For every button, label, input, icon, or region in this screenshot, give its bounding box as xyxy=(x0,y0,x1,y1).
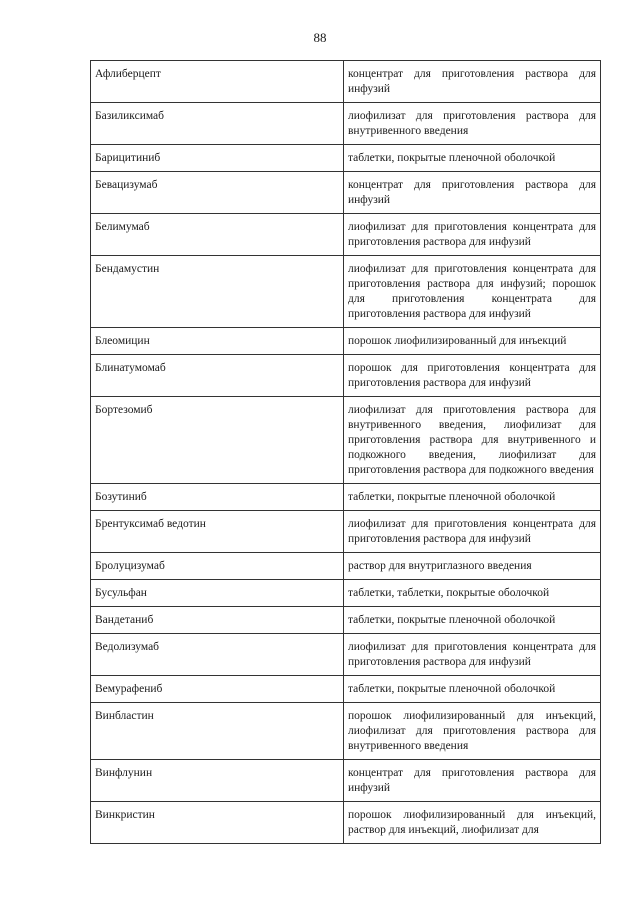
dosage-form-cell: концентрат для приготовления раствора для инфузий xyxy=(344,760,601,802)
table-row xyxy=(91,145,601,172)
dosage-form-cell: таблетки, покрытые пленочной оболочкой xyxy=(344,145,601,172)
drug-name-cell: Бролуцизумаб xyxy=(91,553,344,580)
dosage-form-cell: лиофилизат для приготовления концентрата для приготовления раствора для инфузий xyxy=(344,634,601,676)
dosage-form-cell: порошок лиофилизированный для инъекций, раствор для инъекций, лиофилизат для xyxy=(344,802,601,844)
drug-name-cell: Вемурафениб xyxy=(91,676,344,703)
drug-name-cell: Винкристин xyxy=(91,802,344,844)
drug-name-cell: Брентуксимаб ведотин xyxy=(91,511,344,553)
drug-name-cell: Белимумаб xyxy=(91,214,344,256)
dosage-form-cell: лиофилизат для приготовления раствора для внутривенного введения, лиофилизат для приготовления раствора для внутривенного и подкожного введения, лиофилизат для приготовления раствора для подкожного введения xyxy=(344,397,601,484)
drug-name-cell: Бевацизумаб xyxy=(91,172,344,214)
drug-form-table xyxy=(90,60,601,844)
drug-name-cell: Бозутиниб xyxy=(91,484,344,511)
table-row xyxy=(91,703,601,760)
drug-name-cell: Базиликсимаб xyxy=(91,103,344,145)
dosage-form-cell: концентрат для приготовления раствора для инфузий xyxy=(344,61,601,103)
drug-name-cell: Вандетаниб xyxy=(91,607,344,634)
drug-name-cell: Бортезомиб xyxy=(91,397,344,484)
drug-name-cell: Бендамустин xyxy=(91,256,344,328)
drug-name-cell: Винбластин xyxy=(91,703,344,760)
table-row xyxy=(91,676,601,703)
dosage-form-cell: лиофилизат для приготовления раствора для внутривенного введения xyxy=(344,103,601,145)
table-row xyxy=(91,802,601,844)
dosage-form-cell: концентрат для приготовления раствора для инфузий xyxy=(344,172,601,214)
dosage-form-cell: таблетки, покрытые пленочной оболочкой xyxy=(344,676,601,703)
dosage-form-cell: раствор для внутриглазного введения xyxy=(344,553,601,580)
table-row xyxy=(91,214,601,256)
table-row xyxy=(91,607,601,634)
dosage-form-cell: лиофилизат для приготовления концентрата для приготовления раствора для инфузий xyxy=(344,511,601,553)
drug-name-cell: Винфлунин xyxy=(91,760,344,802)
table-row xyxy=(91,256,601,328)
dosage-form-cell: порошок лиофилизированный для инъекций, лиофилизат для приготовления раствора для внутривенного введения xyxy=(344,703,601,760)
table-row xyxy=(91,103,601,145)
dosage-form-cell: порошок лиофилизированный для инъекций xyxy=(344,328,601,355)
table-row xyxy=(91,511,601,553)
table-row xyxy=(91,172,601,214)
drug-name-cell: Ведолизумаб xyxy=(91,634,344,676)
table-row xyxy=(91,397,601,484)
dosage-form-cell: лиофилизат для приготовления концентрата для приготовления раствора для инфузий xyxy=(344,214,601,256)
drug-form-table-body xyxy=(91,61,601,844)
drug-name-cell: Блинатумомаб xyxy=(91,355,344,397)
dosage-form-cell: таблетки, покрытые пленочной оболочкой xyxy=(344,607,601,634)
table-row xyxy=(91,484,601,511)
drug-name-cell: Бусульфан xyxy=(91,580,344,607)
drug-name-cell: Барицитиниб xyxy=(91,145,344,172)
drug-name-cell: Блеомицин xyxy=(91,328,344,355)
table-row xyxy=(91,355,601,397)
table-row xyxy=(91,61,601,103)
table-row xyxy=(91,328,601,355)
table-row xyxy=(91,580,601,607)
table-row xyxy=(91,634,601,676)
table-row xyxy=(91,760,601,802)
page-number: 88 xyxy=(313,30,327,45)
drug-name-cell: Афлиберцепт xyxy=(91,61,344,103)
dosage-form-cell: таблетки, покрытые пленочной оболочкой xyxy=(344,484,601,511)
dosage-form-cell: порошок для приготовления концентрата для приготовления раствора для инфузий xyxy=(344,355,601,397)
dosage-form-cell: лиофилизат для приготовления концентрата для приготовления раствора для инфузий; порошок для приготовления концентрата для приготовления раствора для инфузий xyxy=(344,256,601,328)
dosage-form-cell: таблетки, таблетки, покрытые оболочкой xyxy=(344,580,601,607)
table-row xyxy=(91,553,601,580)
